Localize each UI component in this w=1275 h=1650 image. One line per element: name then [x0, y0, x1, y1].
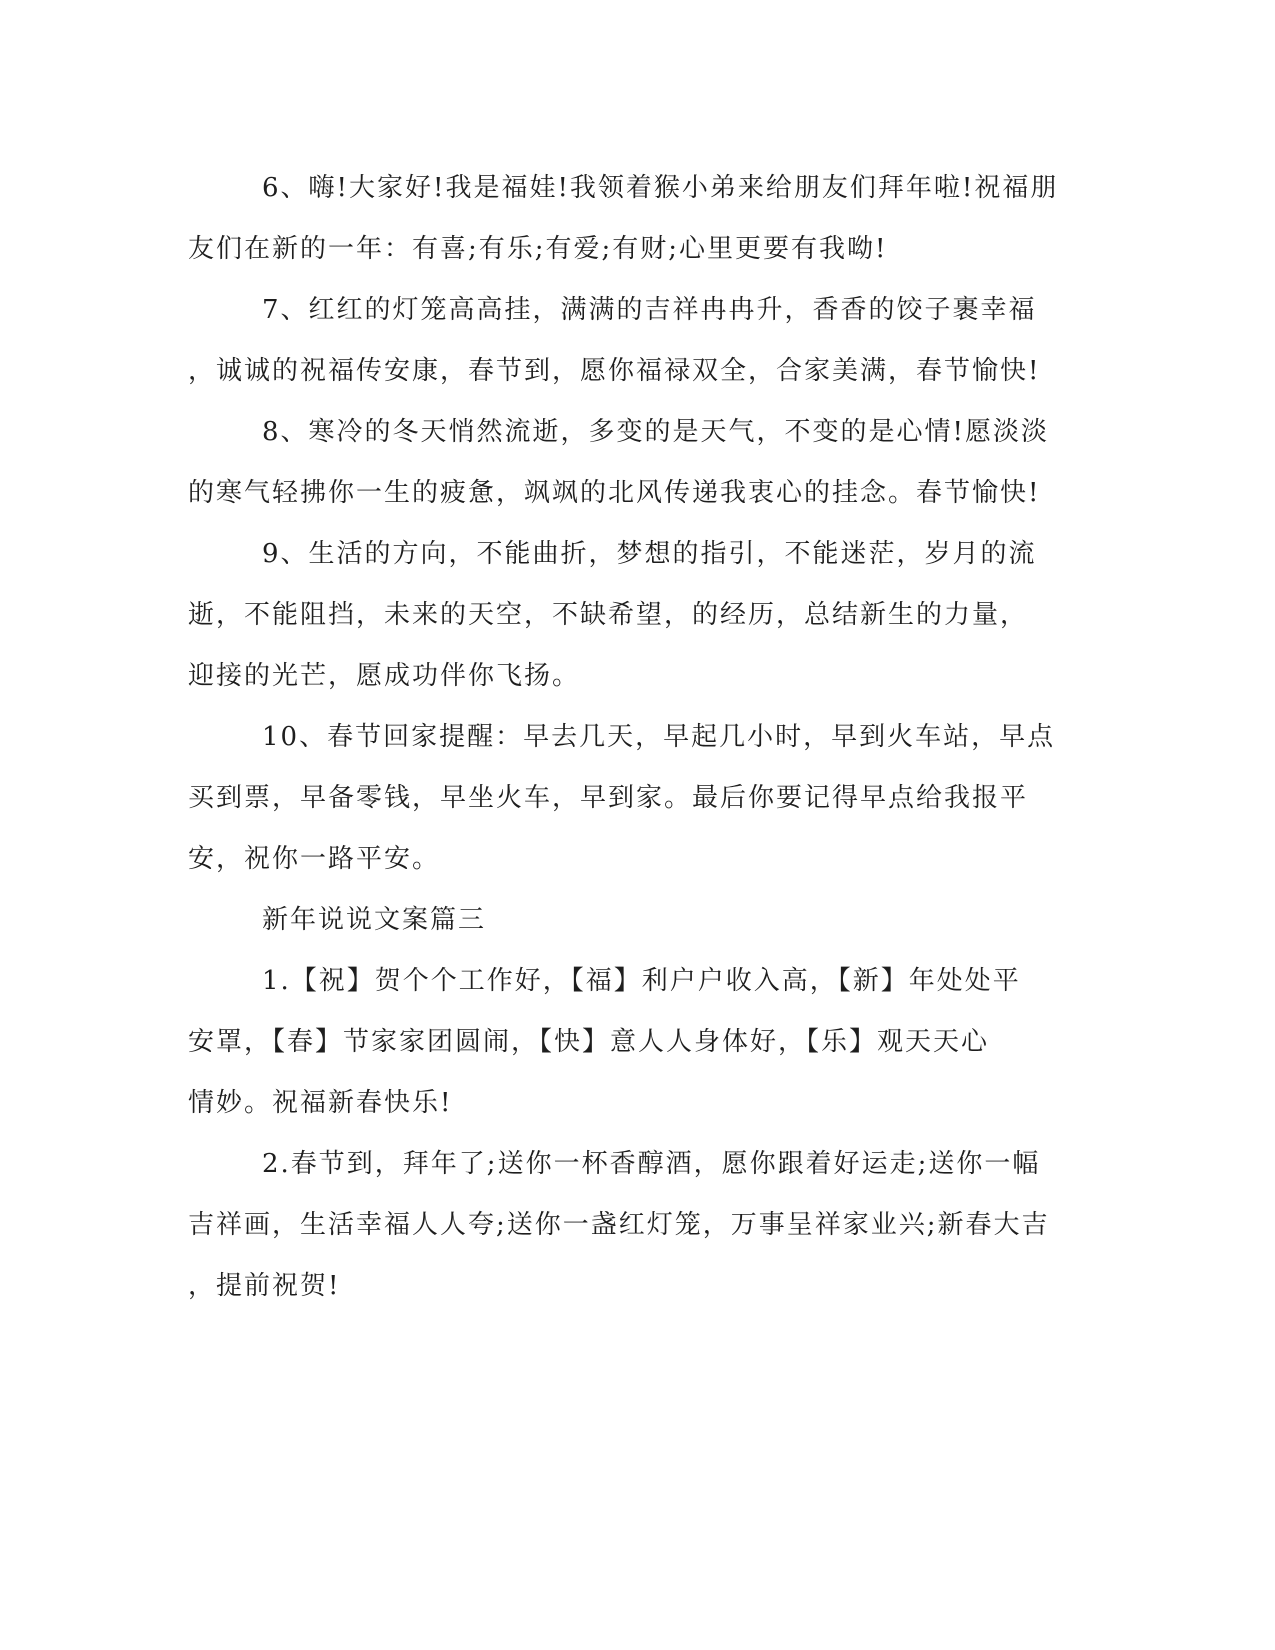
text-line: 的寒气轻拂你一生的疲惫，飒飒的北风传递我衷心的挂念。春节愉快! — [188, 478, 1041, 508]
text-line: 买到票，早备零钱，早坐火车，早到家。最后你要记得早点给我报平 — [188, 783, 1029, 813]
text-line: 9、生活的方向，不能曲折，梦想的指引，不能迷茫，岁月的流 — [262, 539, 1037, 569]
text-line: 安，祝你一路平安。 — [188, 844, 441, 874]
document-body — [188, 158, 1068, 1317]
text-line: 吉祥画，生活幸福人人夸;送你一盏红灯笼，万事呈祥家业兴;新春大吉 — [188, 1210, 1050, 1240]
text-line: ，提前祝贺! — [188, 1271, 341, 1301]
section-heading: 新年说说文案篇三 — [262, 905, 487, 935]
text-line: ，诚诚的祝福传安康，春节到，愿你福禄双全，合家美满，春节愉快! — [188, 356, 1041, 386]
text-line: 2.春节到，拜年了;送你一杯香醇酒，愿你跟着好运走;送你一幅 — [262, 1149, 1041, 1179]
text-line: 安罩，【春】节家家团圆闹，【快】意人人身体好，【乐】观天天心 — [188, 1027, 990, 1057]
text-line: 逝，不能阻挡，未来的天空，不缺希望，的经历，总结新生的力量， — [188, 600, 1029, 630]
text-line: 情妙。祝福新春快乐! — [188, 1088, 453, 1118]
text-line: 友们在新的一年：有喜;有乐;有爱;有财;心里更要有我呦! — [188, 234, 888, 264]
text-line: 6、嗨!大家好!我是福娃!我领着猴小弟来给朋友们拜年啦!祝福朋 — [262, 173, 1059, 203]
text-line: 7、红红的灯笼高高挂，满满的吉祥冉冉升，香香的饺子裹幸福 — [262, 295, 1037, 325]
text-line: 迎接的光芒，愿成功伴你飞扬。 — [188, 661, 581, 691]
text-line: 8、寒冷的冬天悄然流逝，多变的是天气，不变的是心情!愿淡淡 — [262, 417, 1049, 447]
text-line: 1.【祝】贺个个工作好，【福】利户户收入高，【新】年处处平 — [262, 966, 1021, 996]
text-line: 10、春节回家提醒：早去几天，早起几小时，早到火车站，早点 — [262, 722, 1056, 752]
